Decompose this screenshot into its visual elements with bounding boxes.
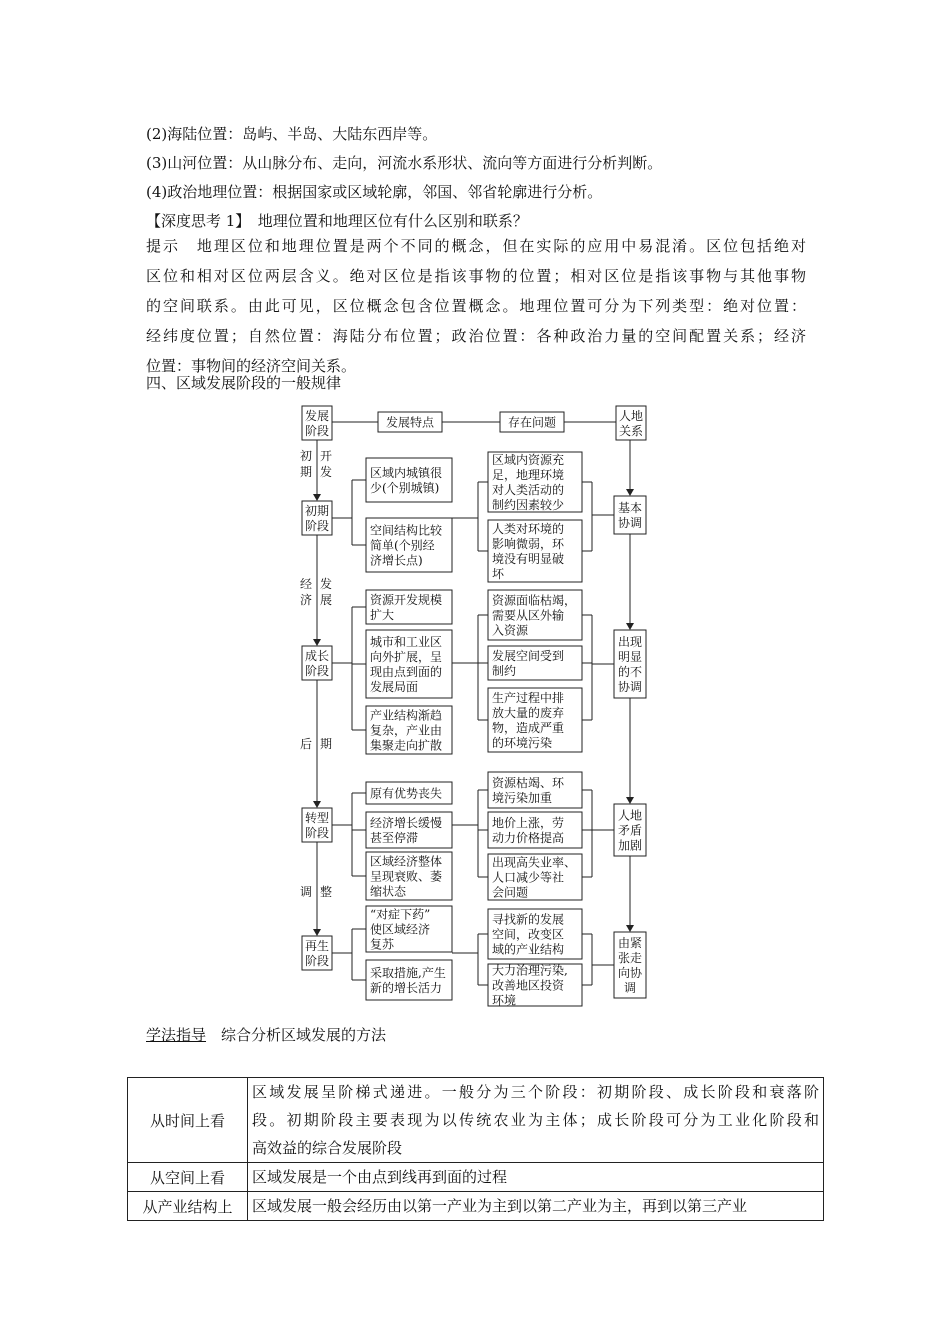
problem-box-text: 区域内资源充 bbox=[492, 453, 565, 467]
problem-box-text: 的环境污染 bbox=[492, 736, 553, 750]
problem-box-text: 对人类活动的 bbox=[492, 483, 565, 497]
development-stage-diagram bbox=[296, 404, 656, 1012]
header-stage-box-text: 阶段 bbox=[304, 424, 330, 438]
header-relation-box-text: 人地 bbox=[618, 409, 644, 423]
arrow-head-icon bbox=[626, 489, 634, 496]
table-row-value bbox=[248, 1192, 824, 1221]
problem-box-text: 需要从区外输 bbox=[492, 608, 565, 623]
problem-box-text: 影响微弱，环 bbox=[492, 537, 565, 551]
political-position-line: (4)政治地理位置：根据国家或区域轮廓，邻国、邻省轮廓进行分析。 bbox=[146, 183, 603, 201]
problem-box-text: 资源枯竭、环 bbox=[492, 776, 565, 790]
feature-box bbox=[366, 458, 452, 502]
table-value-line: 区域发展是一个由点到线再到面的过程 bbox=[252, 1168, 508, 1186]
transition-label: 初 bbox=[299, 449, 313, 463]
answer-line: 位置：事物间的经济空间关系。 bbox=[146, 357, 357, 375]
header-problems-box-text: 存在问题 bbox=[507, 415, 557, 430]
table-value-line: 高效益的综合发展阶段 bbox=[252, 1139, 403, 1157]
stage-box-text: 阶段 bbox=[304, 519, 330, 533]
relation-box-text: 加剧 bbox=[617, 838, 643, 853]
stage-box-text: 初期 bbox=[304, 504, 330, 518]
table-value-line: 区域发展一般会经历由以第一产业为主到以第二产业为主，再到以第三产业 bbox=[252, 1197, 748, 1215]
feature-box-text: 缩状态 bbox=[370, 884, 407, 899]
table-value-line: 段。初期阶段主要表现为以传统农业为主体；成长阶段可分为工业化阶段和 bbox=[252, 1111, 819, 1129]
feature-box-text: 区域经济整体 bbox=[370, 854, 443, 869]
feature-box-text: 新的增长活力 bbox=[370, 981, 443, 995]
problem-box-text: 地价上涨，劳 bbox=[492, 816, 565, 830]
header-stage-box-text: 发展 bbox=[304, 409, 330, 423]
problem-box-text: 人类对环境的 bbox=[492, 522, 565, 536]
feature-box-text: 向外扩展，呈 bbox=[370, 650, 443, 664]
relation-box-text: 出现 bbox=[617, 635, 643, 649]
arrow-head-icon bbox=[313, 801, 321, 808]
feature-box-text: 经济增长缓慢 bbox=[370, 816, 443, 830]
arrow-head-icon bbox=[626, 797, 634, 804]
answer-paragraph bbox=[146, 231, 806, 381]
method-heading bbox=[146, 1025, 386, 1045]
problem-box-text: 改善地区投资 bbox=[492, 978, 565, 993]
feature-box-text: 甚至停滞 bbox=[370, 831, 419, 845]
relation-box-text: 基本 bbox=[617, 501, 643, 515]
arrow-head-icon bbox=[626, 623, 634, 630]
answer-line: 的空间联系。由此可见，区位概念包含位置概念。地理位置可分为下列类型：绝对位置： bbox=[146, 297, 806, 315]
problem-box-text: 制约因素较少 bbox=[492, 498, 565, 512]
transition-label: 发 bbox=[319, 577, 333, 591]
relation-box-text: 人地 bbox=[617, 808, 643, 823]
relation-box-text: 明显 bbox=[617, 650, 643, 664]
stage-box-text: 阶段 bbox=[304, 954, 330, 968]
feature-box-text: “对症下药” bbox=[370, 907, 431, 922]
feature-box-text: 采取措施,产生 bbox=[370, 966, 446, 980]
arrow-head-icon bbox=[626, 925, 634, 932]
relation-box-text: 向协 bbox=[617, 966, 643, 980]
problem-box-text: 大力治理污染, bbox=[492, 963, 568, 978]
table-row-key: 从产业结构上 bbox=[128, 1192, 248, 1221]
stage-box-text: 转型 bbox=[304, 811, 330, 825]
problem-box-text: 环境 bbox=[492, 993, 517, 1008]
header-relation-box-text: 关系 bbox=[618, 424, 644, 438]
relation-box-text: 协调 bbox=[617, 516, 643, 530]
feature-box-text: 现由点到面的 bbox=[370, 665, 443, 679]
mountain-river-position-line: (3)山河位置：从山脉分布、走向，河流水系形状、流向等方面进行分析判断。 bbox=[146, 154, 663, 172]
table-value-line: 区域发展呈阶梯式递进。一般分为三个阶段：初期阶段、成长阶段和衰落阶 bbox=[252, 1083, 819, 1101]
feature-box-text: 扩大 bbox=[370, 608, 395, 622]
section-title: 四、区域发展阶段的一般规律 bbox=[146, 374, 342, 392]
feature-box-text: 资源开发规模 bbox=[370, 593, 443, 607]
transition-label: 经 bbox=[299, 577, 313, 591]
problem-box-text: 制约 bbox=[492, 664, 517, 678]
method-label: 学法指导 bbox=[146, 1026, 207, 1044]
feature-box-text: 产业结构渐趋 bbox=[370, 708, 443, 723]
problem-box-text: 人口减少等社 bbox=[492, 870, 565, 885]
problem-box-text: 发展空间受到 bbox=[492, 649, 565, 663]
problem-box-text: 物，造成严重 bbox=[492, 721, 565, 735]
feature-box-text: 区域内城镇很 bbox=[370, 466, 443, 480]
feature-box-text: 呈现衰败、萎 bbox=[370, 869, 443, 884]
table-row bbox=[128, 1163, 824, 1192]
coastal-position-line: (2)海陆位置：岛屿、半岛、大陆东西岸等。 bbox=[146, 125, 438, 143]
feature-box-text: 城市和工业区 bbox=[370, 635, 443, 649]
table-row bbox=[128, 1078, 824, 1163]
relation-box-text: 的不 bbox=[617, 665, 643, 679]
table-row-value bbox=[248, 1078, 824, 1163]
transition-label: 调 bbox=[299, 885, 313, 899]
table-row-value bbox=[248, 1163, 824, 1192]
transition-label: 展 bbox=[319, 593, 333, 607]
relation-box-text: 调 bbox=[623, 981, 637, 995]
problem-box-text: 会问题 bbox=[492, 885, 529, 900]
table-row-key: 从空间上看 bbox=[128, 1163, 248, 1192]
arrow-head-icon bbox=[313, 494, 321, 501]
transition-label: 整 bbox=[319, 885, 333, 899]
problem-box-text: 生产过程中排 bbox=[492, 691, 565, 705]
feature-box-text: 使区域经济 bbox=[370, 922, 431, 937]
feature-box-text: 复杂，产业由 bbox=[370, 723, 443, 738]
relation-box-text: 协调 bbox=[617, 680, 643, 694]
problem-box-text: 坏 bbox=[492, 567, 505, 581]
deep-thinking-title: 【深度思考 1】 地理位置和地理区位有什么区别和联系？ bbox=[146, 212, 528, 230]
feature-box-text: 原有优势丧失 bbox=[370, 786, 443, 801]
stage-box-text: 再生 bbox=[304, 939, 330, 953]
feature-box-text: 简单(个别经 bbox=[370, 538, 435, 553]
problem-box-text: 足，地理环境 bbox=[492, 468, 565, 482]
feature-box-text: 少(个别城镇) bbox=[370, 481, 440, 495]
feature-box-text: 济增长点) bbox=[370, 553, 423, 568]
relation-box-text: 张走 bbox=[617, 951, 643, 965]
feature-box-text: 复苏 bbox=[370, 937, 395, 952]
problem-box-text: 寻找新的发展 bbox=[492, 912, 565, 927]
method-title: 综合分析区域发展的方法 bbox=[221, 1026, 387, 1044]
answer-line: 提示 地理区位和地理位置是两个不同的概念，但在实际的应用中易混淆。区位包括绝对 bbox=[146, 237, 806, 255]
problem-box-text: 出现高失业率、 bbox=[492, 855, 577, 870]
arrow-head-icon bbox=[313, 929, 321, 936]
problem-box-text: 动力价格提高 bbox=[492, 831, 565, 845]
feature-box-text: 空间结构比较 bbox=[370, 523, 443, 538]
table-row bbox=[128, 1192, 824, 1221]
problem-box-text: 入资源 bbox=[492, 623, 529, 638]
stage-box-text: 成长 bbox=[304, 649, 330, 663]
problem-box-text: 域的产业结构 bbox=[492, 942, 565, 957]
transition-label: 后 bbox=[299, 737, 313, 751]
problem-box-text: 资源面临枯竭， bbox=[492, 593, 577, 608]
header-features-box-text: 发展特点 bbox=[385, 415, 435, 430]
problem-box-text: 境没有明显破 bbox=[492, 552, 565, 566]
feature-box-text: 集聚走向扩散 bbox=[370, 738, 443, 753]
problem-box-text: 空间，改变区 bbox=[492, 927, 565, 942]
table-row-key: 从时间上看 bbox=[128, 1078, 248, 1163]
answer-line: 经纬度位置；自然位置：海陆分布位置；政治位置：各种政治力量的空间配置关系；经济 bbox=[146, 327, 806, 345]
feature-box-text: 发展局面 bbox=[370, 680, 419, 694]
problem-box-text: 放大量的废弃 bbox=[492, 706, 565, 720]
transition-label: 开 bbox=[319, 449, 333, 463]
transition-label: 发 bbox=[319, 465, 333, 479]
transition-label: 期 bbox=[299, 465, 313, 479]
stage-box-text: 阶段 bbox=[304, 826, 330, 840]
arrow-head-icon bbox=[313, 639, 321, 646]
transition-label: 期 bbox=[319, 737, 333, 751]
answer-line: 区位和相对区位两层含义。绝对区位是指该事物的位置；相对区位是指该事物与其他事物 bbox=[146, 267, 806, 285]
transition-label: 济 bbox=[299, 593, 313, 607]
relation-box-text: 由紧 bbox=[617, 936, 643, 950]
problem-box-text: 境污染加重 bbox=[492, 791, 553, 805]
stage-box-text: 阶段 bbox=[304, 664, 330, 678]
methods-table bbox=[127, 1077, 824, 1221]
relation-box-text: 矛盾 bbox=[617, 823, 643, 838]
